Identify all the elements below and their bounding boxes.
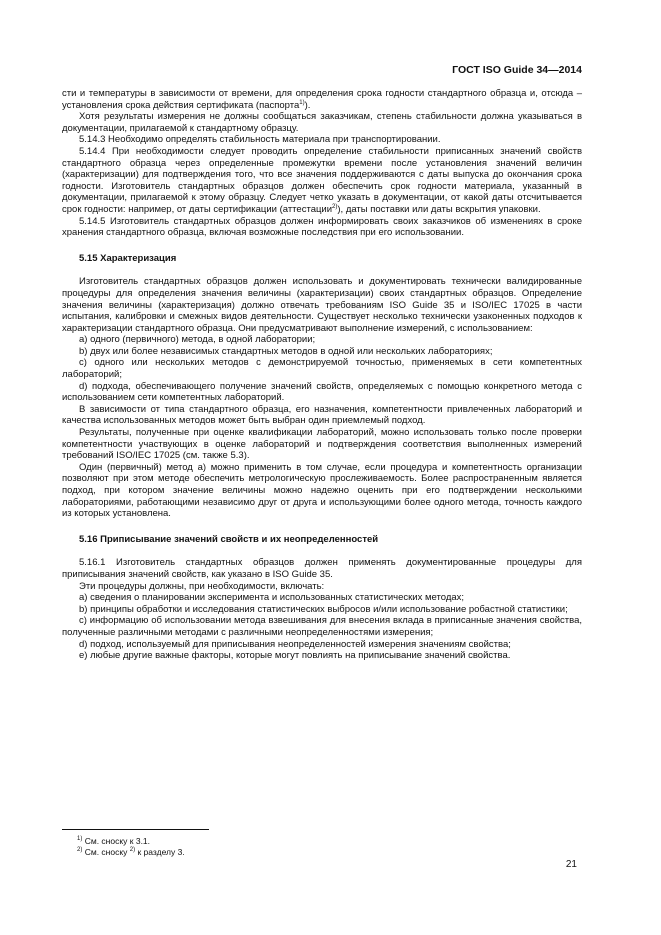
section-heading-5-16: 5.16 Приписывание значений свойств и их неопределенностей (79, 533, 379, 545)
list-item: d) подход, используемый для приписывания неопределенностей измерения значениям свойства; (79, 638, 511, 650)
paragraph: Изготовитель стандартных образцов должен использовать и документировать технически валидированные процедуры для определения значения величины (характеризации) своих стандартных образцов. Определение значения величины (характеризация) должно отвечать требованиям ISO Guide 35 и ISO/IEC 17025 в части испытания, калибровки и смежных видов деятельности. Существует несколько технически узаконенных подходов к характеризации стандартного образца. Они предусматривают выполнение измерений, с использованием: (62, 276, 582, 334)
list-item: e) любые другие важные факторы, которые могут повлиять на приписывание значений свойства. (79, 650, 511, 662)
list-item: c) одного или нескольких методов с демонстрируемой точностью, применяемых в сети компетентных лабораторий; (62, 357, 582, 381)
list-item: a) одного (первичного) метода, в одной лаборатории; (79, 334, 316, 346)
paragraph: Эти процедуры должны, при необходимости, включать: (79, 580, 325, 592)
document-body (62, 88, 582, 662)
footnotes (77, 836, 185, 857)
clause-5-14-4: 5.14.4 При необходимости следует проводить определение стабильности приписанных значений свойств стандартного образца через определенные промежутки времени после установления значений величин (характеризации) для подтверждения того, что все значения поддерживаются с даты выпуска до окончания срока годности. Изготовитель стандартных образцов должен обеспечить срок годности материала, указанный в документации, прилагаемой к этому образцу. Следует четко указать в документации, от какой даты отсчитывается срок годности: например, от даты сертификации (аттестации$^{2)}$), даты поставки или даты вскрытия упаковки. (62, 145, 582, 215)
clause-5-14-3: 5.14.3 Необходимо определять стабильность материала при транспортировании. (79, 134, 441, 146)
list-item: a) сведения о планировании эксперимента и использованных статистических методах; (79, 592, 465, 604)
clause-5-14-5: 5.14.5 Изготовитель стандартных образцов должен информировать своих заказчиков об изменениях в сроке хранения стандартного образца, включая возможные последствия при его использовании. (62, 215, 582, 239)
paragraph: В зависимости от типа стандартного образца, его назначения, компетентности привлеченных лабораторий и качества использованных методов может быть выбран один приемлемый подход. (62, 403, 582, 427)
document-header: ГОСТ ISO Guide 34—2014 (452, 64, 582, 76)
page-number: 21 (565, 859, 577, 870)
list-item: d) подхода, обеспечивающего получение значений свойств, определяемых с помощью конкретного метода с использованием сети компетентных лабораторий. (62, 380, 582, 404)
paragraph: Один (первичный) метод а) можно применить в том случае, если процедура и компетентность организации позволяют при этом методе обеспечить метрологическую прослеживаемость. Более распространенным является подход, при котором значение величины можно надежно оценить при его подтверждении несколькими лабораториями, работающими независимо друг от друга и использующими более одного метода, точность каждого из которых установлена. (62, 461, 582, 520)
footnote: $^{2)}$ См. сноску $^{2)}$ к разделу 3. (77, 846, 185, 857)
paragraph: Хотя результаты измерения не должны сообщаться заказчикам, степень стабильности должна указываться в документации, прилагаемой к стандартному образцу. (62, 111, 582, 134)
list-item: b) двух или более независимых стандартных методов в одной или нескольких лабораториях; (79, 345, 493, 357)
clause-5-16-1: 5.16.1 Изготовитель стандартных образцов должен применять документированные процедуры для приписывания значений свойств, как указано в ISO Guide 35. (62, 557, 582, 580)
footnote: $^{1)}$ См. сноску к 3.1. (77, 836, 151, 846)
footnote-ref[interactable]: 2) (332, 203, 338, 210)
paragraph: Результаты, полученные при оценке квалификации лабораторий, можно использовать только после проверки компетентности участвующих в оценке лабораторий и подтверждения соответствия выполненных измерений требований ISO/IEC 17025 (см. также 5.3). (62, 427, 582, 462)
footnote-separator (62, 829, 209, 830)
list-item: c) информацию об использовании метода взвешивания для внесения вклада в приписанные значения свойства, полученные различными методами с различными неопределенностями измерения; (62, 615, 582, 638)
paragraph: сти и температуры в зависимости от времени, для определения срока годности стандартного образца и, отсюда – установления срока действия сертификата (паспорта$^{1)}$). (62, 88, 582, 111)
section-heading-5-15: 5.15 Характеризация (79, 252, 177, 264)
list-item: b) принципы обработки и исследования статистических выбросов и/или использование робастной статистики; (79, 603, 568, 615)
footnote-ref[interactable]: 1) (299, 99, 305, 106)
